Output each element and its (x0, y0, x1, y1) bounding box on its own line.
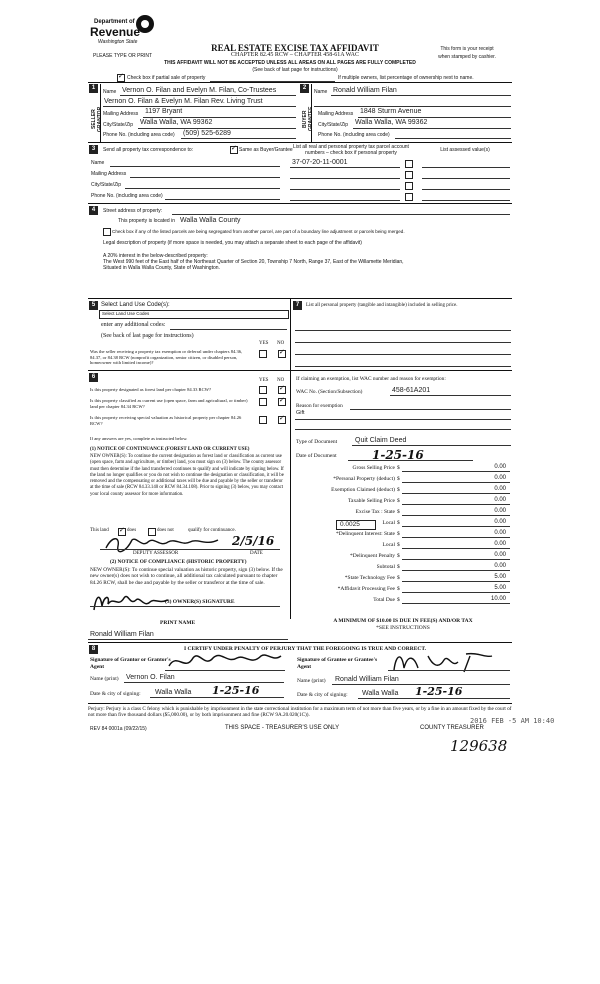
tax-row-value: 0.00 (494, 552, 506, 558)
land-use-label: Select Land Use Code(s): (101, 302, 170, 308)
receipt-number: 129638 (450, 737, 508, 755)
historic-question: Is this property receiving special valuation as historical property per chapter 84.26 RCW? (90, 415, 242, 426)
currency-symbol: $ (397, 597, 400, 603)
seller-city: Walla Walla, WA 99362 (140, 119, 213, 126)
form-chapters: CHAPTER 82.45 RCW – CHAPTER 458-61A WAC (231, 52, 359, 58)
form-title: REAL ESTATE EXCISE TAX AFFIDAVIT (211, 43, 379, 53)
assessed-header: List assessed value(s) (440, 147, 490, 153)
tax-row-value: 5.00 (494, 574, 506, 580)
seller-name-2: Vernon O. Filan & Evelyn M. Filan Rev. Living Trust (104, 98, 263, 105)
seller-mailing: 1197 Bryant (145, 108, 183, 115)
currency-symbol: $ (397, 542, 400, 548)
tax-row-label: *Personal Property (deduct) (333, 476, 395, 482)
currency-symbol: $ (397, 586, 400, 592)
tax-row-label: *Affidavit Processing Fee (337, 586, 395, 592)
partial-sale-label: Check box if partial sale of property (127, 75, 206, 81)
personal-property-checkbox-2[interactable] (405, 171, 413, 179)
parcel-1: 37-07-20-11-0001 (292, 159, 348, 166)
section-8-number: 8 (89, 645, 98, 654)
tax-row-label: Exemption Claimed (deduct) (331, 487, 395, 493)
grantee-print-name: Ronald William Filan (335, 676, 399, 683)
same-as-buyer-checkbox[interactable] (230, 146, 238, 154)
certify-statement: I CERTIFY UNDER PENALTY OF PERJURY THAT THE FOREGOING IS TRUE AND CORRECT. (183, 646, 426, 652)
notice-compliance-body: NEW OWNER(S): To continue special valuation as historic property, sign (3) below. If the new owner(s) does not wish to continue, all additional tax calculated pursuant to chapter 84.26 RCW, shall be due and payable by the seller or transferor at the time of sale. (90, 567, 283, 586)
historic-no-checkbox[interactable] (278, 416, 286, 424)
tax-row-value: 0.00 (494, 563, 506, 569)
perjury-notice: Perjury: Perjury is a class C felony which is punishable by imprisonment in the state correctional institution for a maximum term of not more than five years, or by a fine in an amount fixed by the court of not more than five thousand dollars ($5,000.00), or by both imprisonment and fine (RCW 9A.20.020(1C)). (88, 706, 512, 719)
tax-row-value: 0.00 (494, 464, 506, 470)
tax-row-value: 5.00 (494, 585, 506, 591)
currency-symbol: $ (397, 476, 400, 482)
grantor-print-name: Vernon O. Filan (126, 674, 175, 681)
additional-codes-input[interactable] (170, 329, 287, 330)
legal-line-1: A 20% interest in the below-described property: (103, 253, 208, 259)
currency-symbol: $ (397, 575, 400, 581)
notice-compliance-title: (2) NOTICE OF COMPLIANCE (HISTORIC PROPERTY) (110, 559, 247, 565)
tax-row-value: 0.00 (494, 486, 506, 492)
currency-symbol: $ (397, 465, 400, 471)
owner-print-name: Ronald William Filan (90, 631, 154, 638)
revenue-logo (90, 15, 160, 49)
partial-sale-checkbox[interactable] (117, 74, 125, 82)
minimum-due: A MINIMUM OF $10.00 IS DUE IN FEE(S) AND/OR TAX (333, 618, 473, 624)
grantee-signature (388, 648, 498, 676)
personal-property-label: List all personal property (tangible and intangible) included in selling price. (306, 303, 458, 308)
personal-property-checkbox-3[interactable] (405, 182, 413, 190)
exempt-yes-checkbox[interactable] (259, 350, 267, 358)
exemption-claim-label: If claiming an exemption, list WAC number and reason for exemption: (296, 376, 446, 382)
tax-row-value: 0.00 (494, 497, 506, 503)
tax-row-label: Excise Tax : State (355, 509, 395, 515)
form-warning: THIS AFFIDAVIT WILL NOT BE ACCEPTED UNLESS ALL AREAS ON ALL PAGES ARE FULLY COMPLETED (164, 60, 416, 66)
personal-property-checkbox-4[interactable] (405, 193, 413, 201)
receipt-note-2: when stamped by cashier. (438, 54, 496, 60)
tax-row-label: Local (382, 542, 395, 548)
street-address-label: Street address of property: (103, 208, 163, 214)
tax-row-label: *State Technology Fee (344, 575, 395, 581)
seller-phone: (509) 525-6289 (183, 130, 231, 137)
tax-row-label: Total Due (373, 597, 395, 603)
grantee-signing-date: 1-25-16 (415, 685, 463, 698)
form-revision: REV 84 0001a (09/22/15) (90, 726, 147, 732)
buyer-name: Ronald William Filan (333, 87, 397, 94)
currency-symbol: $ (397, 564, 400, 570)
parcel-header: List all real and personal property tax parcel account numbers – check box if personal property (293, 144, 409, 156)
current-use-yes-checkbox[interactable] (259, 398, 267, 406)
buyer-city: Walla Walla, WA 99362 (355, 119, 428, 126)
grantor-signing-date: 1-25-16 (212, 684, 260, 697)
section-2-number: 2 (300, 84, 309, 93)
document-date: 1-25-16 (372, 448, 424, 462)
grantee-signing-city: Walla Walla (362, 690, 399, 697)
tax-row-value: 10.00 (490, 596, 506, 602)
tax-row-value: 0.00 (494, 508, 506, 514)
section-4-number: 4 (89, 206, 98, 215)
tax-row-label: Taxable Selling Price (348, 498, 395, 504)
currency-symbol: $ (397, 553, 400, 559)
section-7-number: 7 (293, 301, 302, 310)
logo-revenue-text: Revenue (90, 25, 141, 39)
treasurer-use-only: THIS SPACE - TREASURER'S USE ONLY (225, 725, 340, 731)
tax-row-label: *Delinquent Interest: State (336, 531, 395, 537)
county-located: Walla Walla County (180, 217, 241, 224)
send-correspondence-label: Send all property tax correspondence to: (103, 147, 194, 153)
assessor-date: 2/5/16 (232, 534, 275, 548)
receipt-stamp: 2016 FEB -5 AM 10:40 (470, 717, 555, 725)
multiple-owners-label: If multiple owners, list percentage of ownership next to name. (338, 75, 474, 81)
notice-continuance-body: NEW OWNER(S): To continue the current designation as forest land or classification as current use (open space, farm and agriculture, or timber) land, you must sign on (3) below. The county assessor must then determine if the land transferred continues to qualify and will indicate by signing below. If the land no longer qualifies or you do not wish to continue the designation or classification, it will be removed and the compensating or additional taxes will be due and payable by the seller or transferor at the time of sale (RCW 84.33.140 or RCW 84.34.108). Prior to signing (3) below, you may contact your local county assessor for more information. (90, 454, 284, 497)
segregated-checkbox[interactable] (103, 228, 111, 236)
currency-symbol: $ (397, 487, 400, 493)
current-use-question: Is this property classified as current use (open space, farm and agricultural, or timber) land per chapter 84.34 RCW? (90, 398, 248, 409)
legal-line-3: Situated in Walla Walla County, State of Washington. (103, 265, 220, 271)
tax-row-label: Gross Selling Price (352, 465, 395, 471)
currency-symbol: $ (397, 531, 400, 537)
exemption-question: Was the seller receiving a property tax exemption or deferral under chapters 84.36, 84.37, or 84.38 RCW (nonprofit organization, senior citizen, or disabled person, homeowner with limited income)? (90, 349, 243, 365)
section-5-number: 5 (89, 301, 98, 310)
seller-side-label: SELLER (91, 109, 97, 129)
receipt-note-1: This form is your receipt (440, 46, 494, 52)
forest-land-question: Is this property designated as forest land per chapter 84.33 RCW? (90, 387, 212, 392)
exempt-no-checkbox[interactable] (278, 350, 286, 358)
exemption-reason: Gift (296, 410, 305, 416)
document-type: Quit Claim Deed (355, 437, 407, 444)
wac-number: 458-61A201 (392, 387, 431, 394)
please-type: PLEASE TYPE OR PRINT (93, 53, 153, 59)
historic-yes-checkbox[interactable] (259, 416, 267, 424)
current-use-no-checkbox[interactable] (278, 398, 286, 406)
logo-state-text: Washington State (98, 39, 138, 45)
buyer-mailing: 1848 Sturm Avenue (360, 108, 422, 115)
currency-symbol: $ (397, 520, 400, 526)
county-treasurer: COUNTY TREASURER (420, 725, 484, 731)
seller-name-1: Vernon O. Filan and Evelyn M. Filan, Co-Trustees (122, 87, 277, 94)
tax-row-label: *Delinquent Penalty (349, 553, 395, 559)
section-1-number: 1 (89, 84, 98, 93)
grantor-signature (165, 648, 285, 676)
land-use-select[interactable]: Select Land Use Codes (99, 310, 289, 319)
tax-row-label: Local (382, 520, 395, 526)
section-3-number: 3 (89, 145, 98, 154)
tax-row-value: 0.00 (494, 519, 506, 525)
tax-row-value: 0.00 (494, 530, 506, 536)
local-rate: 0.0025 (340, 521, 360, 528)
currency-symbol: $ (397, 498, 400, 504)
legal-line-2: The West 990 feet of the East half of the Northeast Quarter of Section 20, Township 7 North, Range 37, East of the Willamette Meridian, (103, 259, 404, 265)
notice-continuance-title: (1) NOTICE OF CONTINUANCE (FOREST LAND OR CURRENT USE) (90, 447, 250, 452)
see-instructions: (See back of last page for instructions) (252, 67, 338, 73)
section-6-number: 6 (89, 373, 98, 382)
logo-dept-text: Department of (94, 19, 135, 25)
tax-row-label: Subtotal (376, 564, 395, 570)
legal-description-label: Legal description of property (if more space is needed, you may attach a separate sheet to each page of the affidavit) (103, 240, 362, 246)
tax-row-value: 0.00 (494, 475, 506, 481)
forest-yes-checkbox[interactable] (259, 386, 267, 394)
tax-row-value: 0.00 (494, 541, 506, 547)
buyer-side-label: BUYER (302, 110, 308, 128)
forest-no-checkbox[interactable] (278, 386, 286, 394)
currency-symbol: $ (397, 509, 400, 515)
grantor-signing-city: Walla Walla (155, 689, 192, 696)
personal-property-checkbox-1[interactable] (405, 160, 413, 168)
